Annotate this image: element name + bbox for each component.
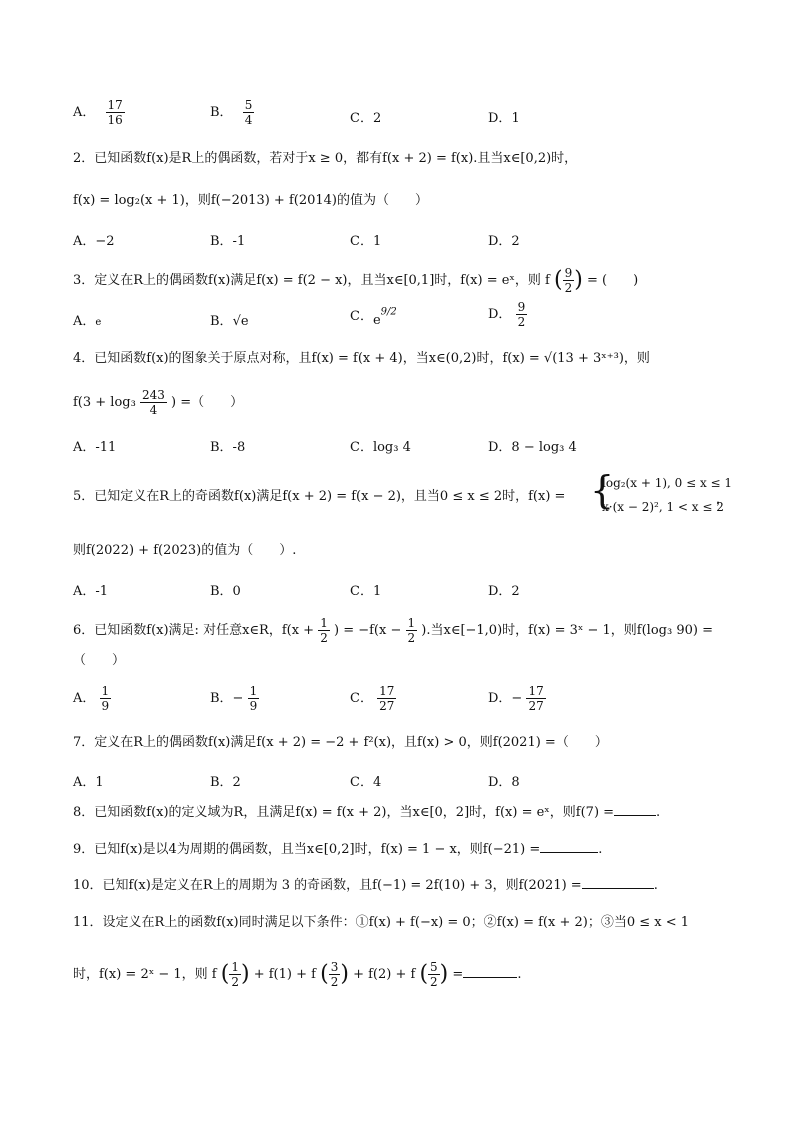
exponent: 9/2 <box>380 306 397 318</box>
option-value: 2 <box>372 111 382 126</box>
answer-blank[interactable] <box>582 876 654 889</box>
numerator: 17 <box>379 684 395 698</box>
q6-option-d <box>488 684 546 713</box>
option-label: A． <box>73 314 96 329</box>
q4-text-b: ) =（ ） <box>171 395 244 410</box>
q2-option-a: A．−2 <box>73 234 115 249</box>
option-label: A． <box>73 105 96 120</box>
q5-case1: log₂(x + 1), 0 ≤ x ≤ 1 <box>602 476 733 490</box>
q5-line2: 则f(2022) + f(2023)的值为（ ）. <box>73 543 297 558</box>
denominator: 9 <box>249 699 258 713</box>
denominator: 2 <box>231 975 239 989</box>
q2-option-d: D．2 <box>488 234 520 249</box>
answer-blank[interactable] <box>614 803 656 816</box>
q11-text-a: 时，f(x) = 2ˣ − 1，则 f <box>73 967 217 982</box>
q7-line1: 7．定义在R上的偶函数f(x)满足f(x + 2) = −2 + f²(x)，且f(x) > 0，则f(2021) =（ ） <box>73 735 608 750</box>
q4-option-d: D．8 − log₃ 4 <box>488 440 577 455</box>
q8-text: 8．已知函数f(x)的定义域为R，且满足f(x) = f(x + 2)，当x∈[0，2]时，f(x) = eˣ，则f(7) = <box>73 805 615 820</box>
q10-end: . <box>653 878 658 893</box>
denominator: 16 <box>107 113 123 127</box>
q11-text-c: + f(2) + f <box>353 967 416 982</box>
q8-line1 <box>73 803 660 822</box>
piecewise-brace: { <box>590 468 615 512</box>
q9-text: 9．已知f(x)是以4为周期的偶函数，且当x∈[0,2]时，f(x) = 1 − x，则f(−21) = <box>73 842 541 857</box>
q6-option-a <box>73 684 111 713</box>
fraction <box>243 98 255 127</box>
option-label: B． <box>210 314 233 329</box>
denominator: 2 <box>407 631 416 645</box>
numerator: 5 <box>430 960 438 974</box>
q5-line1: 5．已知定义在R上的奇函数f(x)满足f(x + 2) = f(x − 2)，且当0 ≤ x ≤ 2时，f(x) = <box>73 489 566 504</box>
fraction <box>229 960 241 989</box>
q9-end: . <box>598 842 603 857</box>
answer-blank[interactable] <box>540 840 598 853</box>
option-value: e <box>95 317 102 328</box>
q2-option-b: B．-1 <box>210 234 246 249</box>
numerator: 1 <box>407 616 416 630</box>
option-label: C． <box>350 691 373 706</box>
q5-option-d: D．2 <box>488 584 520 599</box>
numerator: 5 <box>244 98 253 112</box>
fraction <box>406 616 418 645</box>
q7-option-d: D．8 <box>488 775 520 790</box>
answer-blank[interactable] <box>463 965 517 978</box>
option-value: e <box>372 313 381 328</box>
q8-end: . <box>656 805 661 820</box>
q11-end: . <box>517 967 522 982</box>
q3-text-a: 3．定义在R上的偶函数f(x)满足f(x) = f(2 − x)，且当x∈[0,1]时，f(x) = eˣ，则 f <box>73 273 550 288</box>
option-label: C． <box>350 309 373 324</box>
option-label: B． <box>210 105 233 120</box>
q4-line2 <box>73 388 243 417</box>
q6-line2: （ ） <box>73 653 126 668</box>
q11-line1: 11．设定义在R上的函数f(x)同时满足以下条件：①f(x) + f(−x) = 0；②f(x) = f(x + 2)；③当0 ≤ x < 1 <box>73 915 690 930</box>
denominator: 9 <box>101 699 110 713</box>
denominator: 4 <box>244 113 253 127</box>
q1-option-b <box>210 98 254 127</box>
fraction <box>377 684 396 713</box>
option-label: D． <box>488 307 512 322</box>
option-value: 1 <box>511 111 520 126</box>
q1-option-c <box>350 107 381 126</box>
q3-option-b <box>210 310 249 329</box>
q5-case2: x·(x − 2)², 1 < x ≤ 2 <box>602 500 724 514</box>
q11-text-d: = <box>452 967 464 982</box>
q10-line1 <box>73 876 658 895</box>
numerator: 17 <box>528 684 544 698</box>
fraction <box>140 388 167 417</box>
q2-option-c: C．1 <box>350 234 382 249</box>
q1-option-d <box>488 107 520 126</box>
q4-option-c: C．log₃ 4 <box>350 440 411 455</box>
q6-text-c: ).当x∈[−1,0)时，f(x) = 3ˣ − 1，则f(log₃ 90) = <box>421 623 713 638</box>
q11-text-b: + f(1) + f <box>253 967 316 982</box>
q6-line1 <box>73 616 713 645</box>
fraction <box>106 98 125 127</box>
numerator: 1 <box>231 960 239 974</box>
numerator: 1 <box>249 684 258 698</box>
denominator: 27 <box>379 699 395 713</box>
q2-line2: f(x) = log₂(x + 1)，则f(−2013) + f(2014)的值为（ ） <box>73 193 428 208</box>
denominator: 4 <box>149 403 158 417</box>
q9-line1 <box>73 840 602 859</box>
q1-option-a <box>73 98 125 127</box>
q3-line1: 3．定义在R上的偶函数f(x)满足f(x) = f(2 − x)，且当x∈[0,1]时，f(x) = eˣ，则 f ( $\frac{9}{2}$ ) = ( ) <box>73 266 639 295</box>
q10-text: 10．已知f(x)是定义在R上的周期为 3 的奇函数，且f(−1) = 2f(10) + 3，则f(2021) = <box>73 878 582 893</box>
option-label: D． <box>488 111 512 126</box>
q5-option-b: B．0 <box>210 584 241 599</box>
q7-option-a: A．1 <box>73 775 104 790</box>
fraction <box>428 960 440 989</box>
numerator: 1 <box>320 616 328 630</box>
q3-option-c <box>350 305 397 328</box>
q3-option-d <box>488 300 527 329</box>
fraction <box>563 266 575 295</box>
q11-line2: 时，f(x) = 2ˣ − 1，则 f ( $\frac{1}{2}$ ) + f(1) + f ( $\frac{3}{2}$ ) + f(2) + f ( $\frac{5}{2}$ ) = . <box>73 960 522 989</box>
q2-line1: 2．已知函数f(x)是R上的偶函数，若对于x ≥ 0，都有f(x + 2) = f(x).且当x∈[0,2)时， <box>73 151 578 166</box>
q6-option-c <box>350 684 396 713</box>
numerator: 1 <box>101 684 110 698</box>
denominator: 2 <box>320 631 328 645</box>
denominator: 27 <box>528 699 544 713</box>
q4-line1: 4．已知函数f(x)的图象关于原点对称，且f(x) = f(x + 4)，当x∈(0,2)时，f(x) = √(13 + 3ˣ⁺³)，则 <box>73 351 650 366</box>
q5-comma: ， <box>716 492 730 507</box>
option-value: √e <box>232 314 249 329</box>
numerator: 243 <box>141 388 165 402</box>
numerator: 9 <box>564 266 573 280</box>
fraction <box>329 960 341 989</box>
numerator: 17 <box>107 98 123 112</box>
option-label: A． <box>73 691 96 706</box>
q6-option-b <box>210 684 259 713</box>
q4-option-a: A．-11 <box>73 440 117 455</box>
option-label: D．− <box>488 691 523 706</box>
q5-option-a: A．-1 <box>73 584 109 599</box>
fraction <box>100 684 112 713</box>
fraction <box>516 300 528 329</box>
q6-text-a: 6．已知函数f(x)满足: 对任意x∈R，f(x + <box>73 623 315 638</box>
fraction <box>248 684 260 713</box>
q4-option-b: B．-8 <box>210 440 246 455</box>
option-label: C． <box>350 111 373 126</box>
fraction <box>318 616 330 645</box>
q7-option-c: C．4 <box>350 775 382 790</box>
q6-text-b: ) = −f(x − <box>333 623 402 638</box>
denominator: 2 <box>564 281 573 295</box>
numerator: 9 <box>517 300 526 314</box>
numerator: 3 <box>330 960 339 974</box>
option-label: B．− <box>210 691 244 706</box>
fraction <box>526 684 545 713</box>
denominator: 2 <box>430 975 438 989</box>
denominator: 2 <box>517 315 526 329</box>
q7-option-b: B．2 <box>210 775 241 790</box>
denominator: 2 <box>330 975 339 989</box>
q5-option-c: C．1 <box>350 584 382 599</box>
q3-option-a <box>73 310 101 329</box>
q3-text-b: = ( ) <box>586 273 639 288</box>
q4-text-a: f(3 + log₃ <box>73 395 136 410</box>
